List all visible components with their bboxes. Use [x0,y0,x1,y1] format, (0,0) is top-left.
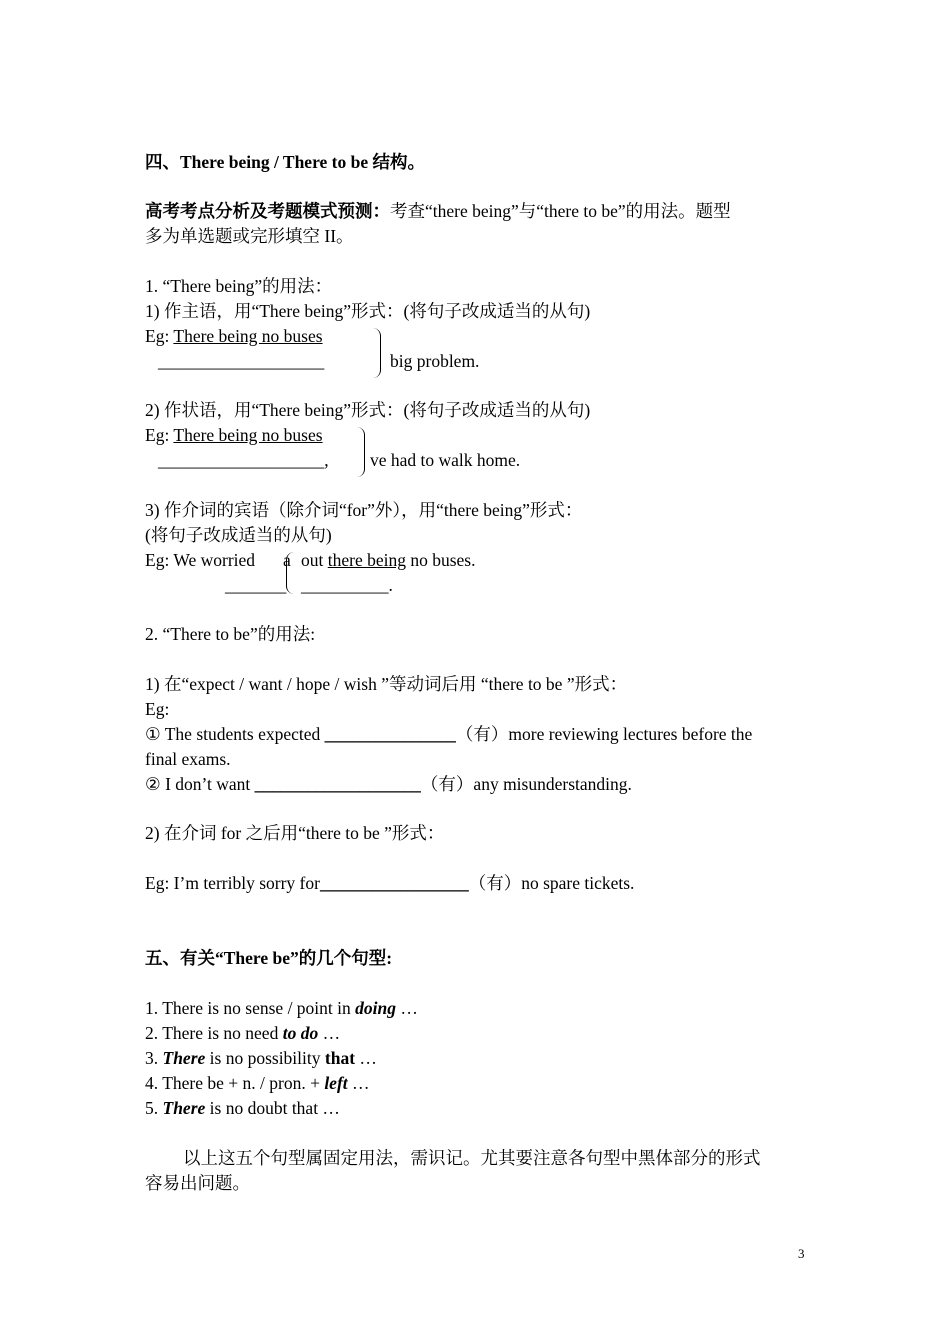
pattern-text: There is no sense / point in [162,998,356,1018]
part1-sub2-blank: ___________________, [158,450,329,470]
pattern-bold: that [324,1048,356,1068]
part1-sub3-note: (将句子改成适当的从句) [145,525,332,545]
intro-text: 考查“there being”与“there to be”的用法。题型 [390,201,731,221]
part2-eg: Eg: [145,699,170,719]
underlined-phrase: there being [327,550,406,570]
section5-heading [145,946,392,970]
part1-sub1-blank: ___________________ [158,351,325,371]
pattern-emphasis: doing [355,998,396,1018]
eg-label: Eg: [145,326,174,346]
eg-label: Eg: [145,425,174,445]
pattern-3 [145,1046,377,1070]
sentence-part: no buses. [405,550,476,570]
pattern-text: … [318,1023,341,1043]
pattern-number: 5. [145,1098,163,1118]
brace-2 [356,427,365,477]
section5-note-line1: 以上这五个句型属固定用法，需识记。尤其要注意各句型中黑体部分的形式 [183,1148,761,1168]
answer-blank: ___________________ [254,774,421,794]
part2-sub2-title: 2) 在介词 for 之后用“there to be ”形式： [145,823,445,843]
answer-blank: _______________ [324,724,456,744]
part1-sub2-title: 2) 作状语，用“There being”形式：(将句子改成适当的从句) [145,400,591,420]
part1-sub1-tail: big problem. [390,351,480,371]
section4-heading-tail: 结构。 [372,152,425,172]
pattern-number: 2. [145,1023,163,1043]
section5-heading-prefix: 五、有关“ [145,948,224,968]
pattern-number: 1. [145,998,163,1018]
pattern-emphasis: left [324,1073,348,1093]
part1-sub1-example [145,324,323,348]
section5-note-line2: 容易出问题。 [145,1173,250,1193]
intro-line1 [145,199,731,223]
section5-heading-title: There be [223,948,291,968]
part2-example-1 [145,722,752,746]
pattern-number: 3. [145,1048,163,1068]
brace-3 [286,552,295,594]
part1-title: 1. “There being”的用法： [145,276,333,296]
part1-sub3-blank2: __________. [301,575,393,595]
intro-line2: 多为单选题或完形填空 II。 [145,226,354,246]
sentence-part: （有）more reviewing lectures before the [455,724,753,744]
section4-heading-number: 四、 [145,152,180,172]
pattern-number: 4. [145,1073,163,1093]
part2-sub1-title: 1) 在“expect / want / hope / wish ”等动词后用 “there to be ”形式： [145,674,628,694]
part1-sub3-blank1: _______ [225,575,287,595]
sentence-part: ② I don’t want [145,774,255,794]
part1-sub3-title: 3) 作介词的宾语（除介词“for”外），用“there being”形式： [145,500,583,520]
sentence-part: ① The students expected [145,724,325,744]
part1-sub3-example: Eg: We worried [145,550,256,570]
intro-label: 高考考点分析及考题模式预测： [145,201,390,221]
part1-sub2-tail: ve had to walk home. [370,450,521,470]
pattern-5 [145,1096,340,1120]
underlined-phrase: There being no buses [173,425,323,445]
pattern-text: … [355,1048,377,1068]
sentence-part: （有）any misunderstanding. [420,774,632,794]
pattern-emphasis: There [162,1098,206,1118]
underlined-phrase: There being no buses [173,326,323,346]
pattern-text: is no possibility [205,1048,325,1068]
part1-sub2-example [145,423,323,447]
sentence-part: （有）no spare tickets. [468,873,635,893]
pattern-text: There be + n. / pron. + [162,1073,325,1093]
part2-example-1-cont: final exams. [145,749,231,769]
page-number: 3 [798,1246,805,1261]
sentence-part: Eg: I’m terribly sorry for [145,873,320,893]
section4-heading [145,150,425,174]
pattern-text: … [347,1073,370,1093]
answer-blank: _________________ [319,873,469,893]
pattern-emphasis: There [162,1048,206,1068]
part1-sub1-title: 1) 作主语，用“There being”形式：(将句子改成适当的从句) [145,301,591,321]
pattern-2 [145,1021,340,1045]
section4-heading-title: There being / There to be [180,152,369,172]
pattern-text: There is no need [162,1023,283,1043]
pattern-text: … [396,998,418,1018]
pattern-4 [145,1071,370,1095]
pattern-text: is no doubt that … [205,1098,340,1118]
pattern-1 [145,996,418,1020]
section5-heading-suffix: ”的几个句型: [290,948,393,968]
part2-example-3 [145,871,634,895]
brace-1 [372,328,381,378]
part2-title: 2. “There to be”的用法: [145,624,316,644]
part1-sub3-sentence [301,548,476,572]
part2-example-2 [145,772,632,796]
pattern-emphasis: to do [282,1023,319,1043]
sentence-part: out [301,550,328,570]
part1-sub3-fragment: a [283,550,291,570]
